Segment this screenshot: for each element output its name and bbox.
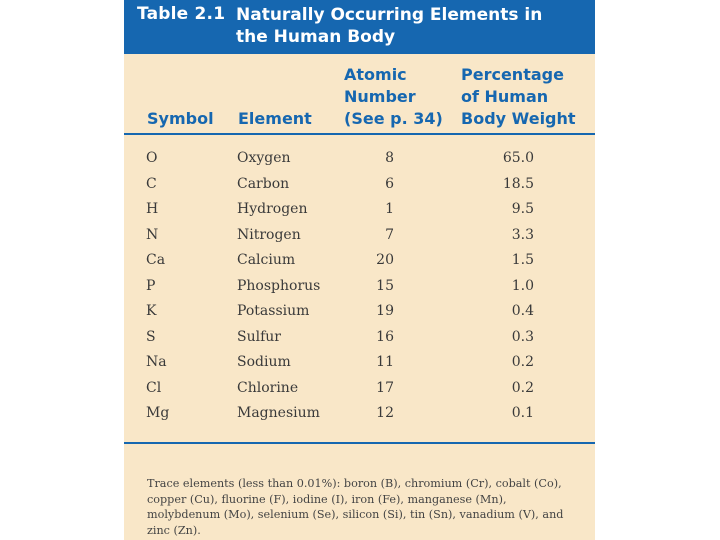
table-number: Table 2.1 bbox=[137, 4, 226, 24]
header-atomic-line-3: (See p. 34) bbox=[344, 109, 443, 128]
header-atomic-line-2: Number bbox=[344, 87, 416, 106]
symbol-cell: S bbox=[146, 328, 156, 345]
percentage-cell: 1.5 bbox=[511, 252, 534, 268]
atomic-number-cell: 8 bbox=[385, 150, 394, 166]
percentage-cell: 9.5 bbox=[511, 201, 534, 217]
atomic-number-cell: 1 bbox=[385, 201, 394, 217]
percentage-cell: 65.0 bbox=[502, 150, 534, 166]
atomic-number-cell: 20 bbox=[376, 252, 394, 268]
table-title: Naturally Occurring Elements in the Human Body bbox=[236, 5, 543, 47]
symbol-cell: O bbox=[146, 150, 158, 166]
element-cell: Sodium bbox=[237, 354, 291, 370]
atomic-number-cell: 12 bbox=[376, 405, 394, 421]
table-row bbox=[124, 402, 595, 428]
atomic-number-cell: 17 bbox=[376, 379, 394, 396]
header-percent-line-3: Body Weight bbox=[461, 109, 576, 128]
element-cell: Nitrogen bbox=[237, 226, 301, 243]
table-row bbox=[124, 377, 595, 403]
percentage-cell: 3.3 bbox=[511, 226, 534, 243]
percentage-cell: 0.1 bbox=[511, 405, 534, 421]
table-row bbox=[124, 147, 595, 173]
percentage-cell: 18.5 bbox=[502, 175, 534, 192]
table-row bbox=[124, 173, 595, 199]
trace-elements-footnote: Trace elements (less than 0.01%): boron (B), chromium (Cr), cobalt (Co), copper (Cu), fluorine (F), iodine (I), iron (Fe), manganese (Mn), molybdenum (Mo), selenium (Se), silicon (Si), tin (Sn), vanadium (V), and zinc (Zn). bbox=[147, 477, 564, 537]
atomic-number-cell: 7 bbox=[385, 226, 394, 243]
symbol-cell: Ca bbox=[146, 252, 166, 268]
table-row bbox=[124, 198, 595, 224]
element-cell: Chlorine bbox=[237, 379, 299, 396]
symbol-cell: Na bbox=[146, 354, 167, 370]
percentage-cell: 0.2 bbox=[511, 379, 534, 396]
atomic-number-cell: 11 bbox=[376, 354, 394, 370]
percentage-cell: 0.4 bbox=[511, 303, 534, 319]
symbol-cell: H bbox=[146, 201, 159, 217]
table-row bbox=[124, 249, 595, 275]
symbol-cell: N bbox=[146, 226, 159, 243]
table-row bbox=[124, 351, 595, 377]
symbol-cell: Mg bbox=[146, 405, 170, 421]
atomic-number-cell: 6 bbox=[385, 175, 394, 192]
header-symbol: Symbol bbox=[147, 109, 214, 128]
header-divider bbox=[124, 133, 595, 135]
header-atomic-line-1: Atomic bbox=[344, 65, 407, 84]
table-row bbox=[124, 326, 595, 352]
atomic-number-cell: 19 bbox=[376, 303, 394, 319]
table-body bbox=[124, 147, 595, 428]
element-cell: Phosphorus bbox=[237, 277, 321, 294]
percentage-cell: 0.3 bbox=[511, 328, 534, 345]
atomic-number-cell: 16 bbox=[376, 328, 394, 345]
table-row bbox=[124, 300, 595, 326]
element-cell: Oxygen bbox=[237, 150, 291, 166]
element-cell: Carbon bbox=[237, 175, 290, 192]
symbol-cell: K bbox=[146, 303, 157, 319]
header-element: Element bbox=[238, 109, 312, 128]
header-percent-line-1: Percentage bbox=[461, 65, 564, 84]
element-cell: Sulfur bbox=[237, 328, 281, 345]
footer-divider bbox=[124, 442, 595, 444]
percentage-cell: 0.2 bbox=[511, 354, 534, 370]
title-bar bbox=[124, 0, 595, 54]
table-row bbox=[124, 224, 595, 250]
atomic-number-cell: 15 bbox=[376, 277, 394, 294]
header-percent-line-2: of Human bbox=[461, 87, 549, 106]
symbol-cell: P bbox=[146, 277, 156, 294]
header-atomic-number bbox=[344, 64, 443, 130]
element-cell: Hydrogen bbox=[237, 201, 308, 217]
table-row bbox=[124, 275, 595, 301]
element-cell: Calcium bbox=[237, 252, 296, 268]
symbol-cell: Cl bbox=[146, 379, 162, 396]
header-percentage bbox=[461, 64, 576, 130]
percentage-cell: 1.0 bbox=[511, 277, 534, 294]
symbol-cell: C bbox=[146, 175, 157, 192]
element-cell: Magnesium bbox=[237, 405, 320, 421]
element-cell: Potassium bbox=[237, 303, 310, 319]
